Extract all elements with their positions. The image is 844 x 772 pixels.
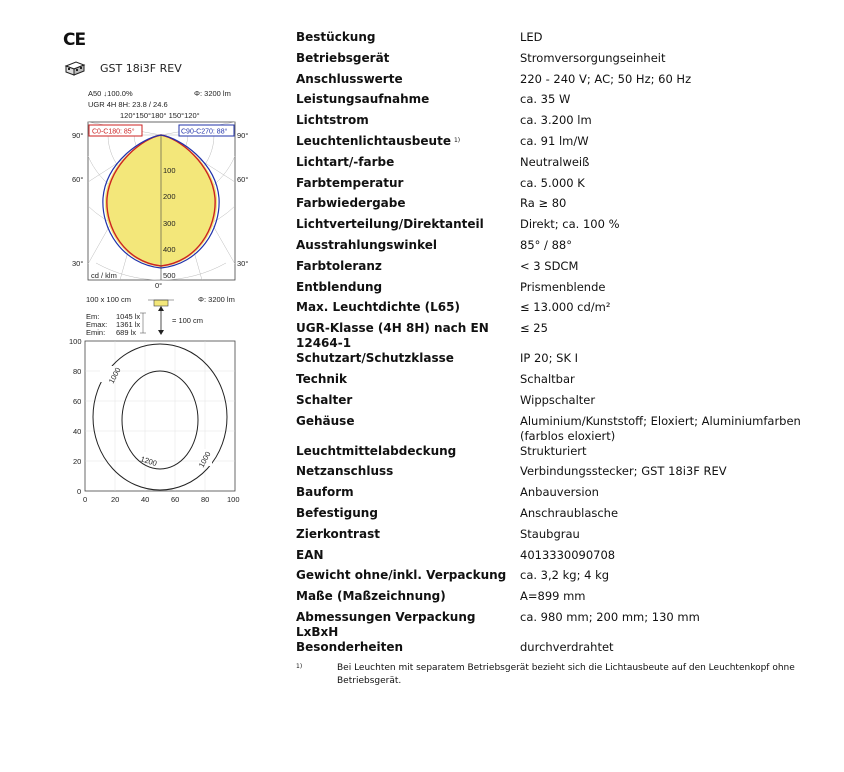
spec-value: < 3 SDCM xyxy=(520,258,579,273)
spec-value: Direkt; ca. 100 % xyxy=(520,217,620,232)
emin-label: Emin: xyxy=(86,328,106,336)
spec-key-text: Besonderheiten xyxy=(296,639,404,654)
spec-key-text: Max. Leuchtdichte (L65) xyxy=(296,300,460,315)
spec-row xyxy=(296,444,836,465)
spec-key xyxy=(296,259,520,280)
angle-30-left: 30° xyxy=(72,259,84,268)
radial-label-300: 300 xyxy=(163,219,176,228)
spec-key-text: Gewicht ohne/inkl. Verpackung xyxy=(296,568,507,583)
emax-label: Emax: xyxy=(86,320,108,329)
spec-value: Staubgrau xyxy=(520,526,580,541)
spec-value: Stromversorgungseinheit xyxy=(520,50,666,65)
spec-key-text: Ausstrahlungswinkel xyxy=(296,237,437,252)
spec-key xyxy=(296,176,520,197)
spec-row xyxy=(296,155,836,176)
footnote-reference: 1) xyxy=(453,136,461,144)
spec-table xyxy=(296,30,836,661)
polar-unit-label: cd / klm xyxy=(91,271,117,280)
spec-value: Schaltbar xyxy=(520,371,575,386)
spec-row xyxy=(296,610,836,640)
footnote-mark: 1) xyxy=(296,663,303,670)
spec-value: IP 20; SK I xyxy=(520,351,579,366)
spec-key-text: Leuchtenlichtausbeute xyxy=(296,133,451,148)
spec-key-text: Entblendung xyxy=(296,279,383,294)
spec-value: Anschraublasche xyxy=(520,505,619,520)
spec-key xyxy=(296,196,520,217)
spec-key-text: Lichtverteilung/Direktanteil xyxy=(296,217,484,232)
radial-label-200: 200 xyxy=(163,192,176,201)
spec-row xyxy=(296,238,836,259)
contour-label-1000-left: 1000 xyxy=(106,365,123,385)
spec-value: ≤ 25 xyxy=(520,321,548,336)
spec-value: Prismenblende xyxy=(520,279,606,294)
spec-row xyxy=(296,72,836,93)
spec-key xyxy=(296,300,520,321)
spec-row xyxy=(296,176,836,197)
emax-value: 1361 lx xyxy=(116,320,141,329)
spec-row xyxy=(296,640,836,661)
spec-key xyxy=(296,351,520,372)
distance-label: = 100 cm xyxy=(172,316,204,325)
isolux-y-tick-0: 0 xyxy=(77,487,82,496)
angle-30-right: 30° xyxy=(237,259,249,268)
spec-value: durchverdrahtet xyxy=(520,639,614,654)
spec-value: ca. 35 W xyxy=(520,92,571,107)
contour-label-1200: 1200 xyxy=(139,454,159,469)
spec-row xyxy=(296,196,836,217)
spec-value: ca. 980 mm; 200 mm; 130 mm xyxy=(520,609,700,624)
spec-value: Anbauversion xyxy=(520,485,599,500)
ce-mark: CE xyxy=(63,30,86,50)
spec-row xyxy=(296,548,836,569)
spec-row xyxy=(296,464,836,485)
spec-row xyxy=(296,568,836,589)
em-label: Em: xyxy=(86,312,100,321)
em-value: 1045 lx xyxy=(116,312,141,321)
spec-key xyxy=(296,506,520,527)
angle-90-left: 90° xyxy=(72,131,84,140)
spec-row xyxy=(296,113,836,134)
polar-header-left-1: A50 ↓100.0% xyxy=(88,89,133,98)
spec-key-text: Bauform xyxy=(296,485,354,500)
radial-label-400: 400 xyxy=(163,245,176,254)
spec-value: 220 - 240 V; AC; 50 Hz; 60 Hz xyxy=(520,71,692,86)
isolux-y-tick-20: 20 xyxy=(73,457,82,466)
spec-value: Aluminium/Kunststoff; Eloxiert; Aluminiumfarben (farblos eloxiert) xyxy=(520,413,801,443)
spec-key-text: Zierkontrast xyxy=(296,526,380,541)
spec-row xyxy=(296,372,836,393)
isolux-y-tick-100: 100 xyxy=(69,337,82,346)
spec-row xyxy=(296,51,836,72)
angle-60-left: 60° xyxy=(72,175,84,184)
spec-row xyxy=(296,485,836,506)
spec-key-text: EAN xyxy=(296,547,324,562)
spec-row xyxy=(296,506,836,527)
spec-key xyxy=(296,155,520,176)
spec-key-text: Befestigung xyxy=(296,505,378,520)
spec-key xyxy=(296,414,520,444)
spec-row xyxy=(296,134,836,155)
spec-value: 85° / 88° xyxy=(520,237,572,252)
isolux-x-tick-0: 0 xyxy=(83,495,88,504)
emin-value: 689 lx xyxy=(116,328,137,336)
spec-row xyxy=(296,589,836,610)
spec-row xyxy=(296,393,836,414)
spec-key-text: Betriebsgerät xyxy=(296,50,390,65)
spec-key xyxy=(296,30,520,51)
isolux-flux-label: Φ: 3200 lm xyxy=(198,295,235,304)
polar-top-angles: 120°150°180° 150°120° xyxy=(120,111,200,120)
spec-key-text: Maße (Maßzeichnung) xyxy=(296,589,446,604)
spec-key xyxy=(296,485,520,506)
radial-label-100: 100 xyxy=(163,166,176,175)
spec-row xyxy=(296,217,836,238)
isolux-x-tick-60: 60 xyxy=(171,495,180,504)
angle-60-right: 60° xyxy=(237,175,249,184)
spec-key xyxy=(296,72,520,93)
isolux-y-tick-60: 60 xyxy=(73,397,82,406)
spec-value: Neutralweiß xyxy=(520,154,590,169)
contour-label-1000-right: 1000 xyxy=(196,449,213,469)
spec-key xyxy=(296,238,520,259)
spec-value: Verbindungsstecker; GST 18i3F REV xyxy=(520,464,727,479)
spec-row xyxy=(296,300,836,321)
spec-value: Wippschalter xyxy=(520,392,596,407)
spec-key-text: Bestückung xyxy=(296,30,376,44)
spec-key-text: Abmessungen Verpackung LxBxH xyxy=(296,609,476,639)
spec-row xyxy=(296,30,836,51)
spec-key xyxy=(296,610,520,640)
spec-key-text: Schutzart/Schutzklasse xyxy=(296,351,454,366)
spec-key-text: Lichtstrom xyxy=(296,113,369,128)
isolux-x-tick-100: 100 xyxy=(227,495,240,504)
spec-key xyxy=(296,464,520,485)
spec-key xyxy=(296,444,520,465)
spec-key xyxy=(296,280,520,301)
spec-row xyxy=(296,527,836,548)
spec-table-body xyxy=(296,30,836,661)
isolux-x-tick-20: 20 xyxy=(111,495,120,504)
spec-key xyxy=(296,51,520,72)
spec-key xyxy=(296,321,520,351)
spec-key-text: Farbtoleranz xyxy=(296,258,382,273)
spec-key xyxy=(296,372,520,393)
angle-0: 0° xyxy=(155,281,163,288)
spec-key-text: Leistungsaufnahme xyxy=(296,92,430,107)
legend-c0: C0-C180: 85° xyxy=(92,128,135,136)
spec-row xyxy=(296,92,836,113)
spec-row xyxy=(296,321,836,351)
spec-key-text: Schalter xyxy=(296,392,353,407)
spec-key xyxy=(296,113,520,134)
connector-row xyxy=(64,59,182,77)
spec-key-text: Leuchtmittelabdeckung xyxy=(296,443,457,458)
isolux-chart xyxy=(68,334,252,510)
angle-90-right: 90° xyxy=(237,131,249,140)
spec-key xyxy=(296,589,520,610)
polar-header-right: Φ: 3200 lm xyxy=(194,89,231,98)
spec-key-text: Farbwiedergabe xyxy=(296,196,406,211)
luminaire-icon xyxy=(154,300,168,306)
isolux-area-label: 100 x 100 cm xyxy=(86,295,132,304)
polar-light-distribution-chart xyxy=(68,88,252,288)
spec-key-text: Gehäuse xyxy=(296,413,355,428)
isolux-x-tick-40: 40 xyxy=(141,495,150,504)
spec-key xyxy=(296,527,520,548)
spec-key xyxy=(296,393,520,414)
spec-key-text: Farbtemperatur xyxy=(296,175,404,190)
isolux-header xyxy=(68,288,252,336)
spec-row xyxy=(296,414,836,444)
isolux-x-tick-80: 80 xyxy=(201,495,210,504)
spec-key-text: Lichtart/-farbe xyxy=(296,154,395,169)
spec-key xyxy=(296,568,520,589)
spec-key-text: UGR-Klasse (4H 8H) nach EN 12464-1 xyxy=(296,321,489,351)
spec-key-text: Netzanschluss xyxy=(296,464,394,479)
spec-key xyxy=(296,92,520,113)
spec-row xyxy=(296,259,836,280)
spec-value: Strukturiert xyxy=(520,443,587,458)
spec-value: Ra ≥ 80 xyxy=(520,196,567,211)
spec-key xyxy=(296,217,520,238)
spec-row xyxy=(296,280,836,301)
connector-plug-icon xyxy=(64,60,86,76)
spec-key-text: Anschlusswerte xyxy=(296,71,403,86)
spec-value: A=899 mm xyxy=(520,589,586,604)
spec-value: ≤ 13.000 cd/m² xyxy=(520,300,611,315)
spec-key xyxy=(296,548,520,569)
footnote-text: Bei Leuchten mit separatem Betriebsgerät bezieht sich die Lichtausbeute auf den Leuchtenkopf ohne Betriebsgerät. xyxy=(337,663,795,686)
spec-value: ca. 5.000 K xyxy=(520,175,585,190)
spec-key xyxy=(296,640,520,661)
spec-row xyxy=(296,351,836,372)
polar-header-left-2: UGR 4H 8H: 23.8 / 24.6 xyxy=(88,100,168,109)
isolux-y-tick-80: 80 xyxy=(73,367,82,376)
spec-value: ca. 3,2 kg; 4 kg xyxy=(520,568,610,583)
isolux-y-tick-40: 40 xyxy=(73,427,82,436)
legend-c90: C90-C270: 88° xyxy=(181,128,228,136)
radial-label-500: 500 xyxy=(163,271,176,280)
spec-value: ca. 91 lm/W xyxy=(520,133,589,148)
spec-value: 4013330090708 xyxy=(520,547,616,562)
spec-value: LED xyxy=(520,30,543,44)
spec-key xyxy=(296,134,520,155)
spec-value: ca. 3.200 lm xyxy=(520,113,592,128)
connector-label: GST 18i3F REV xyxy=(100,61,182,75)
spec-key-text: Technik xyxy=(296,371,348,386)
